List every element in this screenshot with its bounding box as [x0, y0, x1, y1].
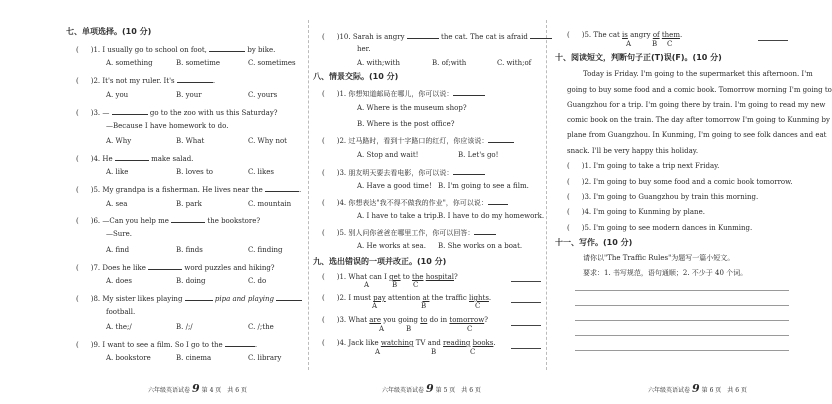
option: A. Why — [106, 137, 132, 145]
option: A. with;with — [357, 59, 400, 67]
option: B. sometime — [176, 59, 221, 67]
option: A. you — [106, 91, 129, 99]
writing-prompt: 请你以"The Traffic Rules"为题写一篇小短文。 — [583, 254, 735, 262]
option: A. I have to take a trip. — [357, 212, 439, 220]
answer-blank[interactable] — [453, 88, 485, 96]
option: A. does — [106, 277, 132, 285]
writing-line[interactable] — [575, 335, 789, 336]
option: A. like — [106, 168, 129, 176]
question-stem: ( )2. I must pay attention at the traffic lights. — [322, 294, 492, 302]
choice-label: C — [467, 325, 473, 333]
question-stem: ( )4. Jack like watching TV and reading books. — [322, 339, 496, 347]
choice-label: C — [475, 302, 481, 310]
tf-statement: ( )4. I'm going to Kunming by plane. — [567, 208, 705, 216]
question-stem: ( )4. 你想表达"我不得不做我的作业"，你可以说： — [322, 197, 508, 208]
choice-label: B — [421, 302, 427, 310]
answer-blank[interactable] — [177, 75, 213, 83]
correction-line[interactable] — [511, 348, 541, 349]
choice-label: C — [413, 281, 419, 289]
tf-statement: ( )5. I'm going to see modern dances in Kunming. — [567, 224, 753, 232]
question-stem: ( )10. Sarah is angry the cat. The cat is afraid — [322, 31, 552, 42]
option: B. She works on a boat. — [438, 242, 523, 250]
question-continuation: football. — [106, 308, 136, 316]
writing-line[interactable] — [575, 290, 789, 291]
answer-blank[interactable] — [453, 167, 485, 175]
question-stem: ( )5. The cat is angry of them. — [567, 31, 683, 39]
section-8-header: 八、情景交际。(10 分) — [313, 72, 399, 81]
passage-line: plane from Guangzhou. In Kunming, I'm going to see folk dances and eat — [567, 131, 827, 139]
answer-blank[interactable] — [530, 31, 552, 39]
tf-statement: ( )1. I'm going to take a trip next Friday. — [567, 162, 720, 170]
question-stem: ( )1. What can I get to the hospital? — [322, 273, 458, 281]
dialogue-reply: —Sure. — [106, 230, 133, 238]
option: B. What — [176, 137, 205, 145]
option: B. I'm going to see a film. — [438, 182, 529, 190]
option: A. Where is the museum shop? — [357, 104, 467, 112]
correction-line[interactable] — [758, 40, 788, 41]
passage-line: snack. I'll be very happy this holiday. — [567, 147, 699, 155]
option: B. of;with — [432, 59, 467, 67]
correction-line[interactable] — [511, 325, 541, 326]
answer-blank[interactable] — [112, 107, 148, 115]
option: A. Have a good time! — [357, 182, 432, 190]
correction-line[interactable] — [511, 302, 541, 303]
question-continuation: her. — [357, 45, 371, 53]
column-divider — [308, 20, 309, 370]
section-9-header: 九、选出错误的一项并改正。(10 分) — [313, 257, 447, 266]
choice-label: A — [364, 281, 370, 289]
page-footer: 六年级英语试卷 9 第 4 页 共 6 页 — [148, 382, 247, 395]
option: A. Stop and wait! — [357, 151, 419, 159]
option: B. park — [176, 200, 202, 208]
choice-label: A — [375, 348, 381, 356]
answer-blank[interactable] — [276, 293, 302, 301]
choice-label: C — [470, 348, 476, 356]
answer-blank[interactable] — [171, 215, 205, 223]
tf-statement: ( )2. I'm going to buy some food and a comic book tomorrow. — [567, 178, 793, 186]
passage-line: comic book on the train. The day after tomorrow I'm going to Kunming by — [567, 116, 830, 124]
section-10-header: 十、阅读短文，判断句子正(T)误(F)。(10 分) — [555, 53, 722, 62]
question-stem: ( )3. 朋友明天要去看电影，你可以说： — [322, 167, 485, 178]
option: B. I have to do my homework. — [438, 212, 545, 220]
option: B. Where is the post office? — [357, 120, 455, 128]
answer-blank[interactable] — [185, 293, 213, 301]
option: C. /;the — [248, 323, 274, 331]
answer-blank[interactable] — [209, 44, 245, 52]
option: A. sea — [106, 200, 128, 208]
choice-label: B — [406, 325, 412, 333]
choice-label: B — [392, 281, 398, 289]
option: C. library — [248, 354, 282, 362]
answer-blank[interactable] — [407, 31, 439, 39]
option: C. sometimes — [248, 59, 296, 67]
dialogue-reply: —Because I have homework to do. — [106, 122, 229, 130]
answer-blank[interactable] — [148, 262, 182, 270]
question-stem: ( )1. 你想知道邮局在哪儿，你可以说： — [322, 88, 485, 99]
option: A. the;/ — [106, 323, 132, 331]
choice-label: C — [667, 40, 673, 48]
choice-label: A — [372, 302, 378, 310]
passage-line: going to buy some food and a comic book. Tomorrow morning I'm going to — [567, 86, 832, 94]
page-footer: 六年级英语试卷 9 第 5 页 共 6 页 — [382, 382, 481, 395]
correction-line[interactable] — [511, 281, 541, 282]
question-stem: ( )3. What are you going to do in tomorrow? — [322, 316, 488, 324]
answer-blank[interactable] — [474, 227, 496, 235]
question-stem: ( )1. I usually go to school on foot, by bike. — [76, 46, 276, 54]
question-stem: ( )9. I want to see a film. So I go to the . — [76, 341, 258, 349]
answer-blank[interactable] — [115, 153, 149, 161]
option: C. Why not — [248, 137, 287, 145]
option: B. your — [176, 91, 202, 99]
option: B. doing — [176, 277, 206, 285]
passage-line: Guangzhou for a trip. I'm going there by train. I'm going to read my new — [567, 101, 826, 109]
choice-label: A — [379, 325, 385, 333]
writing-line[interactable] — [575, 350, 789, 351]
option: C. finding — [248, 246, 283, 254]
passage-line: Today is Friday. I'm going to the supermarket this afternoon. I'm — [583, 70, 813, 78]
writing-requirements: 要求：1. 书写规范，语句通顺；2. 不少于 40 个词。 — [583, 269, 748, 277]
answer-blank[interactable] — [488, 135, 514, 143]
choice-label: A — [626, 40, 632, 48]
option: A. He works at sea. — [357, 242, 426, 250]
answer-blank[interactable] — [225, 339, 255, 347]
column-divider — [546, 20, 547, 370]
question-stem: ( )6. —Can you help me the bookstore? — [76, 217, 261, 225]
question-stem: ( )2. 过马路时，看到十字路口的红灯，你应该说： — [322, 135, 514, 146]
question-stem: ( )8. My sister likes playing pipa and playing — [76, 293, 302, 304]
question-stem: ( )2. It's not my ruler. It's . — [76, 77, 216, 85]
option: A. find — [106, 246, 130, 254]
option: B. Let's go! — [458, 151, 499, 159]
option: A. bookstore — [106, 354, 151, 362]
question-stem: ( )5. 别人问你爸爸在哪里工作，你可以回答： — [322, 227, 496, 238]
option: C. yours — [248, 91, 278, 99]
option: C. likes — [248, 168, 275, 176]
choice-label: B — [431, 348, 437, 356]
answer-blank[interactable] — [265, 184, 299, 192]
question-stem: ( )7. Does he like word puzzles and hiking? — [76, 264, 275, 272]
option: B. finds — [176, 246, 203, 254]
option: C. with;of — [497, 59, 532, 67]
answer-blank[interactable] — [488, 197, 508, 205]
question-stem: ( )3. — go to the zoo with us this Saturday? — [76, 109, 278, 117]
option: B. cinema — [176, 354, 212, 362]
question-stem: ( )5. My grandpa is a fisherman. He lives near the . — [76, 186, 302, 194]
option: B. /;/ — [176, 323, 193, 331]
page-footer: 六年级英语试卷 9 第 6 页 共 6 页 — [648, 382, 747, 395]
writing-line[interactable] — [575, 320, 789, 321]
writing-line[interactable] — [575, 305, 789, 306]
question-stem: ( )4. He make salad. — [76, 155, 194, 163]
section-11-header: 十一、写作。(10 分) — [555, 238, 633, 247]
option: A. something — [106, 59, 153, 67]
option: C. mountain — [248, 200, 292, 208]
option: C. do — [248, 277, 267, 285]
choice-label: B — [652, 40, 658, 48]
section-7-header: 七、单项选择。(10 分) — [66, 27, 152, 36]
option: B. loves to — [176, 168, 213, 176]
tf-statement: ( )3. I'm going to Guangzhou by train this morning. — [567, 193, 759, 201]
